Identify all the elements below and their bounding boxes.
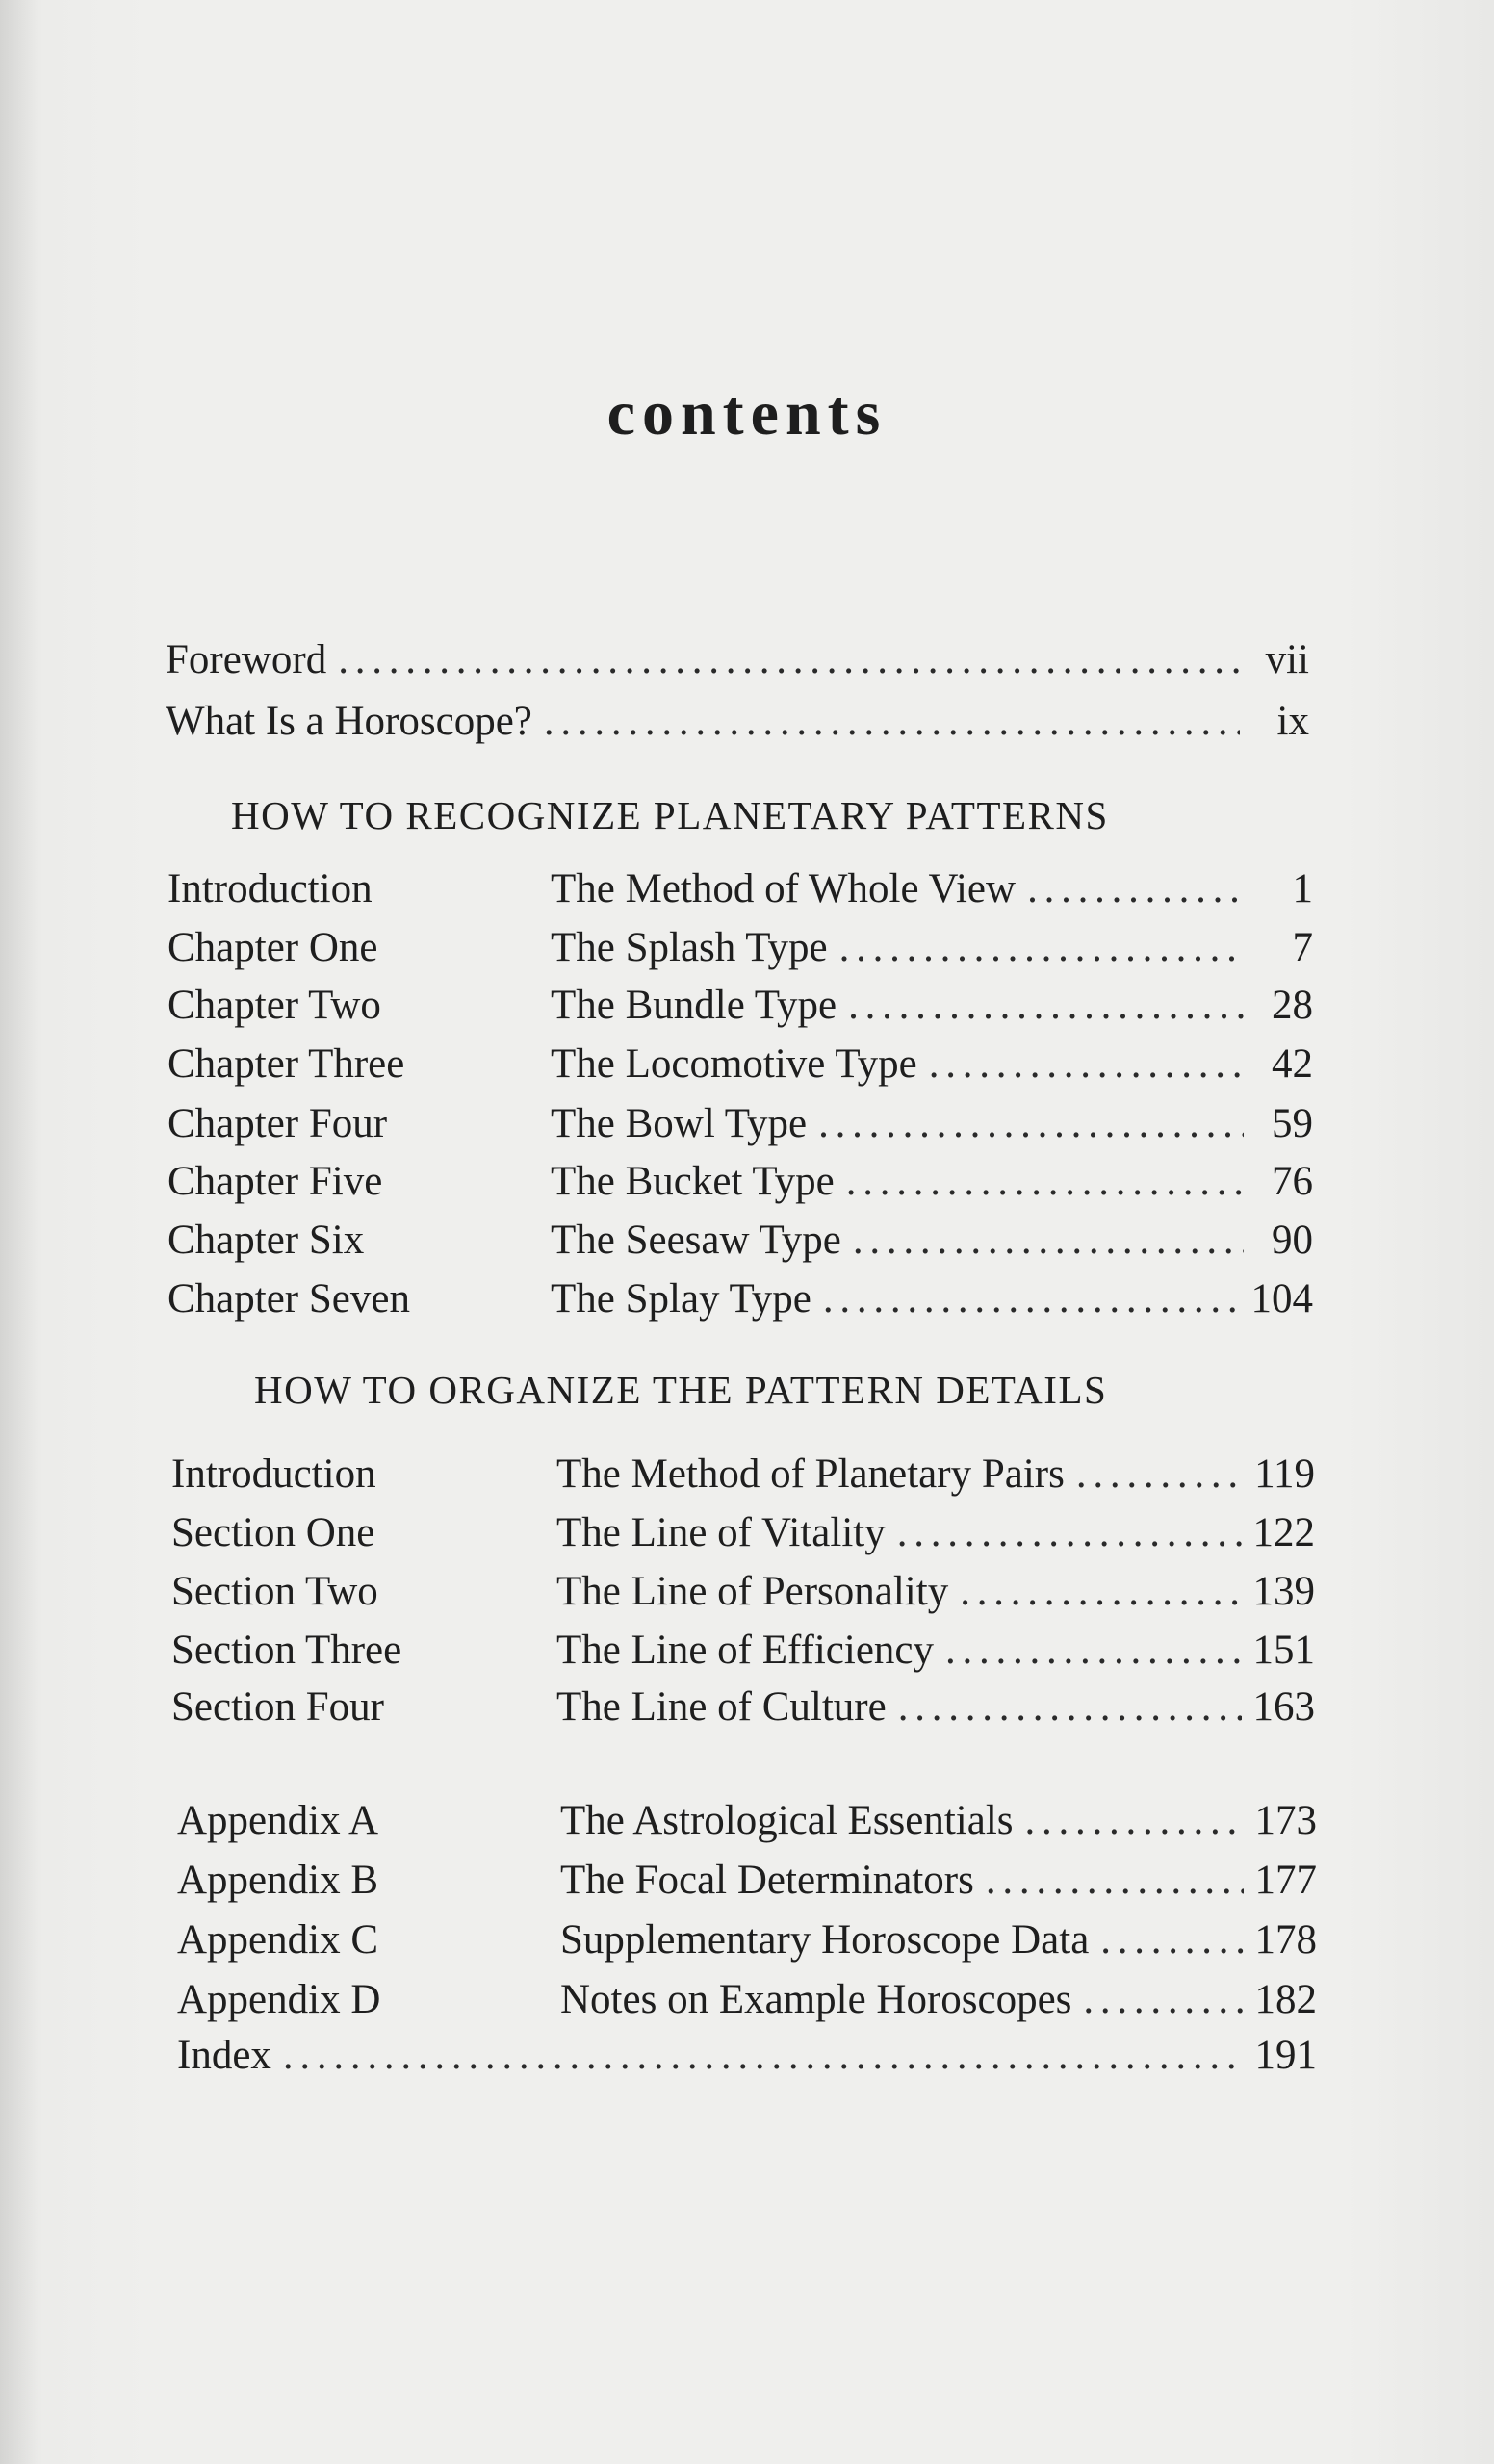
toc-row [171, 1622, 1315, 1680]
leader-dots [839, 919, 1244, 977]
toc-row-label: Chapter Five [167, 1159, 383, 1204]
toc-entry-title: The Locomotive Type [551, 1041, 917, 1087]
toc-entry-title: Notes on Example Horoscopes [560, 1977, 1072, 2022]
toc-row-label: Chapter Seven [167, 1276, 410, 1322]
toc-row-label: Chapter Two [167, 983, 381, 1028]
toc-page-number: 139 [1252, 1569, 1315, 1614]
page-gutter-shadow [0, 0, 39, 2464]
toc-page-number: 90 [1272, 1218, 1313, 1263]
toc-row-label: Section Two [171, 1569, 378, 1614]
leader-dots [338, 631, 1240, 689]
leader-dots [986, 1852, 1244, 1910]
toc-page-number: vii [1265, 637, 1309, 682]
toc-page-number: 1 [1292, 866, 1313, 911]
toc-row-label: Appendix B [177, 1858, 379, 1903]
toc-entry [556, 1446, 1315, 1503]
toc-entry-title: The Seesaw Type [551, 1218, 841, 1263]
leader-dots [848, 977, 1244, 1035]
toc-entry [551, 1212, 1313, 1270]
toc-page-number: 28 [1272, 983, 1313, 1028]
toc-entry [177, 2027, 1317, 2085]
toc-entry-title: The Bowl Type [551, 1101, 808, 1146]
toc-entry-title: The Astrological Essentials [560, 1798, 1014, 1843]
leader-dots [823, 1270, 1240, 1328]
toc-page-number: 42 [1272, 1041, 1313, 1087]
leader-dots [1027, 860, 1244, 918]
toc-row-label: Chapter Four [167, 1101, 388, 1146]
toc-row [171, 1446, 1315, 1503]
toc-row-label: Section One [171, 1510, 375, 1555]
toc-entry [556, 1563, 1315, 1621]
toc-page-number: 151 [1252, 1628, 1315, 1673]
toc-entry [560, 1912, 1317, 1969]
toc-row-foreword [166, 631, 1309, 689]
toc-entry [551, 1036, 1313, 1093]
toc-row [167, 860, 1313, 918]
toc-row-label: Introduction [171, 1451, 376, 1497]
leader-dots [544, 693, 1240, 751]
toc-page-number: 182 [1254, 1977, 1317, 2022]
toc-row [177, 1912, 1317, 1969]
toc-entry [560, 1852, 1317, 1910]
toc-page-number: 178 [1254, 1917, 1317, 1963]
leader-dots [898, 1679, 1242, 1736]
toc-page-number: 173 [1254, 1798, 1317, 1843]
leader-dots [283, 2027, 1244, 2085]
toc-entry [551, 1153, 1313, 1211]
toc-entry [556, 1622, 1315, 1680]
toc-entry [551, 977, 1313, 1035]
toc-page-number: 76 [1272, 1159, 1313, 1204]
leader-dots [945, 1622, 1242, 1680]
toc-entry [551, 860, 1313, 918]
toc-row [177, 1792, 1317, 1850]
toc-row [171, 1679, 1315, 1736]
toc-row [167, 1270, 1313, 1328]
toc-entry [560, 1792, 1317, 1850]
toc-entry [556, 1504, 1315, 1562]
toc-entry-title: The Line of Culture [556, 1684, 887, 1730]
toc-page-number: 122 [1252, 1510, 1315, 1555]
toc-row [177, 1852, 1317, 1910]
toc-page-number: 59 [1272, 1101, 1313, 1146]
toc-entry-title: The Splash Type [551, 925, 828, 970]
toc-entry-title: Foreword [166, 637, 327, 682]
toc-row-label: Section Four [171, 1684, 384, 1730]
toc-page-number: 104 [1250, 1276, 1313, 1322]
toc-page-number: 163 [1252, 1684, 1315, 1730]
leader-dots [1025, 1792, 1244, 1850]
toc-row-label: Chapter One [167, 925, 378, 970]
leader-dots [897, 1504, 1242, 1562]
toc-entry-title: What Is a Horoscope? [166, 699, 532, 744]
leader-dots [1100, 1912, 1243, 1969]
toc-entry [556, 1679, 1315, 1736]
leader-dots [846, 1153, 1244, 1211]
leader-dots [853, 1212, 1244, 1270]
toc-entry [551, 1270, 1313, 1328]
toc-row-label: Introduction [167, 866, 373, 911]
toc-row [171, 1504, 1315, 1562]
page-title: contents [606, 378, 888, 449]
toc-page-number: 191 [1254, 2033, 1317, 2078]
leader-dots [818, 1095, 1244, 1153]
toc-entry-title: The Line of Personality [556, 1569, 949, 1614]
toc-entry [166, 631, 1309, 689]
toc-row [167, 977, 1313, 1035]
toc-row [167, 1212, 1313, 1270]
toc-page-number: 119 [1254, 1451, 1315, 1497]
toc-entry-title: The Bundle Type [551, 983, 837, 1028]
toc-row-label: Chapter Six [167, 1218, 365, 1263]
part-heading-recognize: HOW TO RECOGNIZE PLANETARY PATTERNS [231, 793, 1109, 837]
toc-row-label: Appendix C [177, 1917, 379, 1963]
toc-row-index [177, 2027, 1317, 2085]
leader-dots [929, 1036, 1244, 1093]
toc-entry [560, 1971, 1317, 2029]
toc-entry-title: Index [177, 2033, 271, 2078]
leader-dots [960, 1563, 1241, 1621]
toc-row [167, 1095, 1313, 1153]
toc-page-number: ix [1276, 699, 1309, 744]
toc-entry-title: The Method of Planetary Pairs [556, 1451, 1065, 1497]
part-heading-organize: HOW TO ORGANIZE THE PATTERN DETAILS [254, 1368, 1108, 1412]
toc-row [167, 1153, 1313, 1211]
toc-row-label: Section Three [171, 1628, 402, 1673]
leader-dots [1083, 1971, 1243, 2029]
toc-page-number: 7 [1292, 925, 1313, 970]
toc-entry [166, 693, 1309, 751]
toc-entry-title: The Splay Type [551, 1276, 811, 1322]
toc-entry-title: The Line of Vitality [556, 1510, 886, 1555]
toc-entry-title: The Line of Efficiency [556, 1628, 934, 1673]
toc-entry-title: The Focal Determinators [560, 1858, 974, 1903]
toc-entry-title: The Method of Whole View [551, 866, 1017, 911]
toc-row-label: Chapter Three [167, 1041, 405, 1087]
toc-entry [551, 1095, 1313, 1153]
leader-dots [1076, 1446, 1243, 1503]
toc-entry-title: Supplementary Horoscope Data [560, 1917, 1090, 1963]
toc-row-label: Appendix A [177, 1798, 379, 1843]
toc-row-what-is-horoscope [166, 693, 1309, 751]
toc-page-number: 177 [1254, 1858, 1317, 1903]
toc-row [167, 1036, 1313, 1093]
toc-row-label: Appendix D [177, 1977, 381, 2022]
toc-entry [551, 919, 1313, 977]
toc-row [167, 919, 1313, 977]
toc-row [171, 1563, 1315, 1621]
toc-entry-title: The Bucket Type [551, 1159, 835, 1204]
toc-row [177, 1971, 1317, 2029]
